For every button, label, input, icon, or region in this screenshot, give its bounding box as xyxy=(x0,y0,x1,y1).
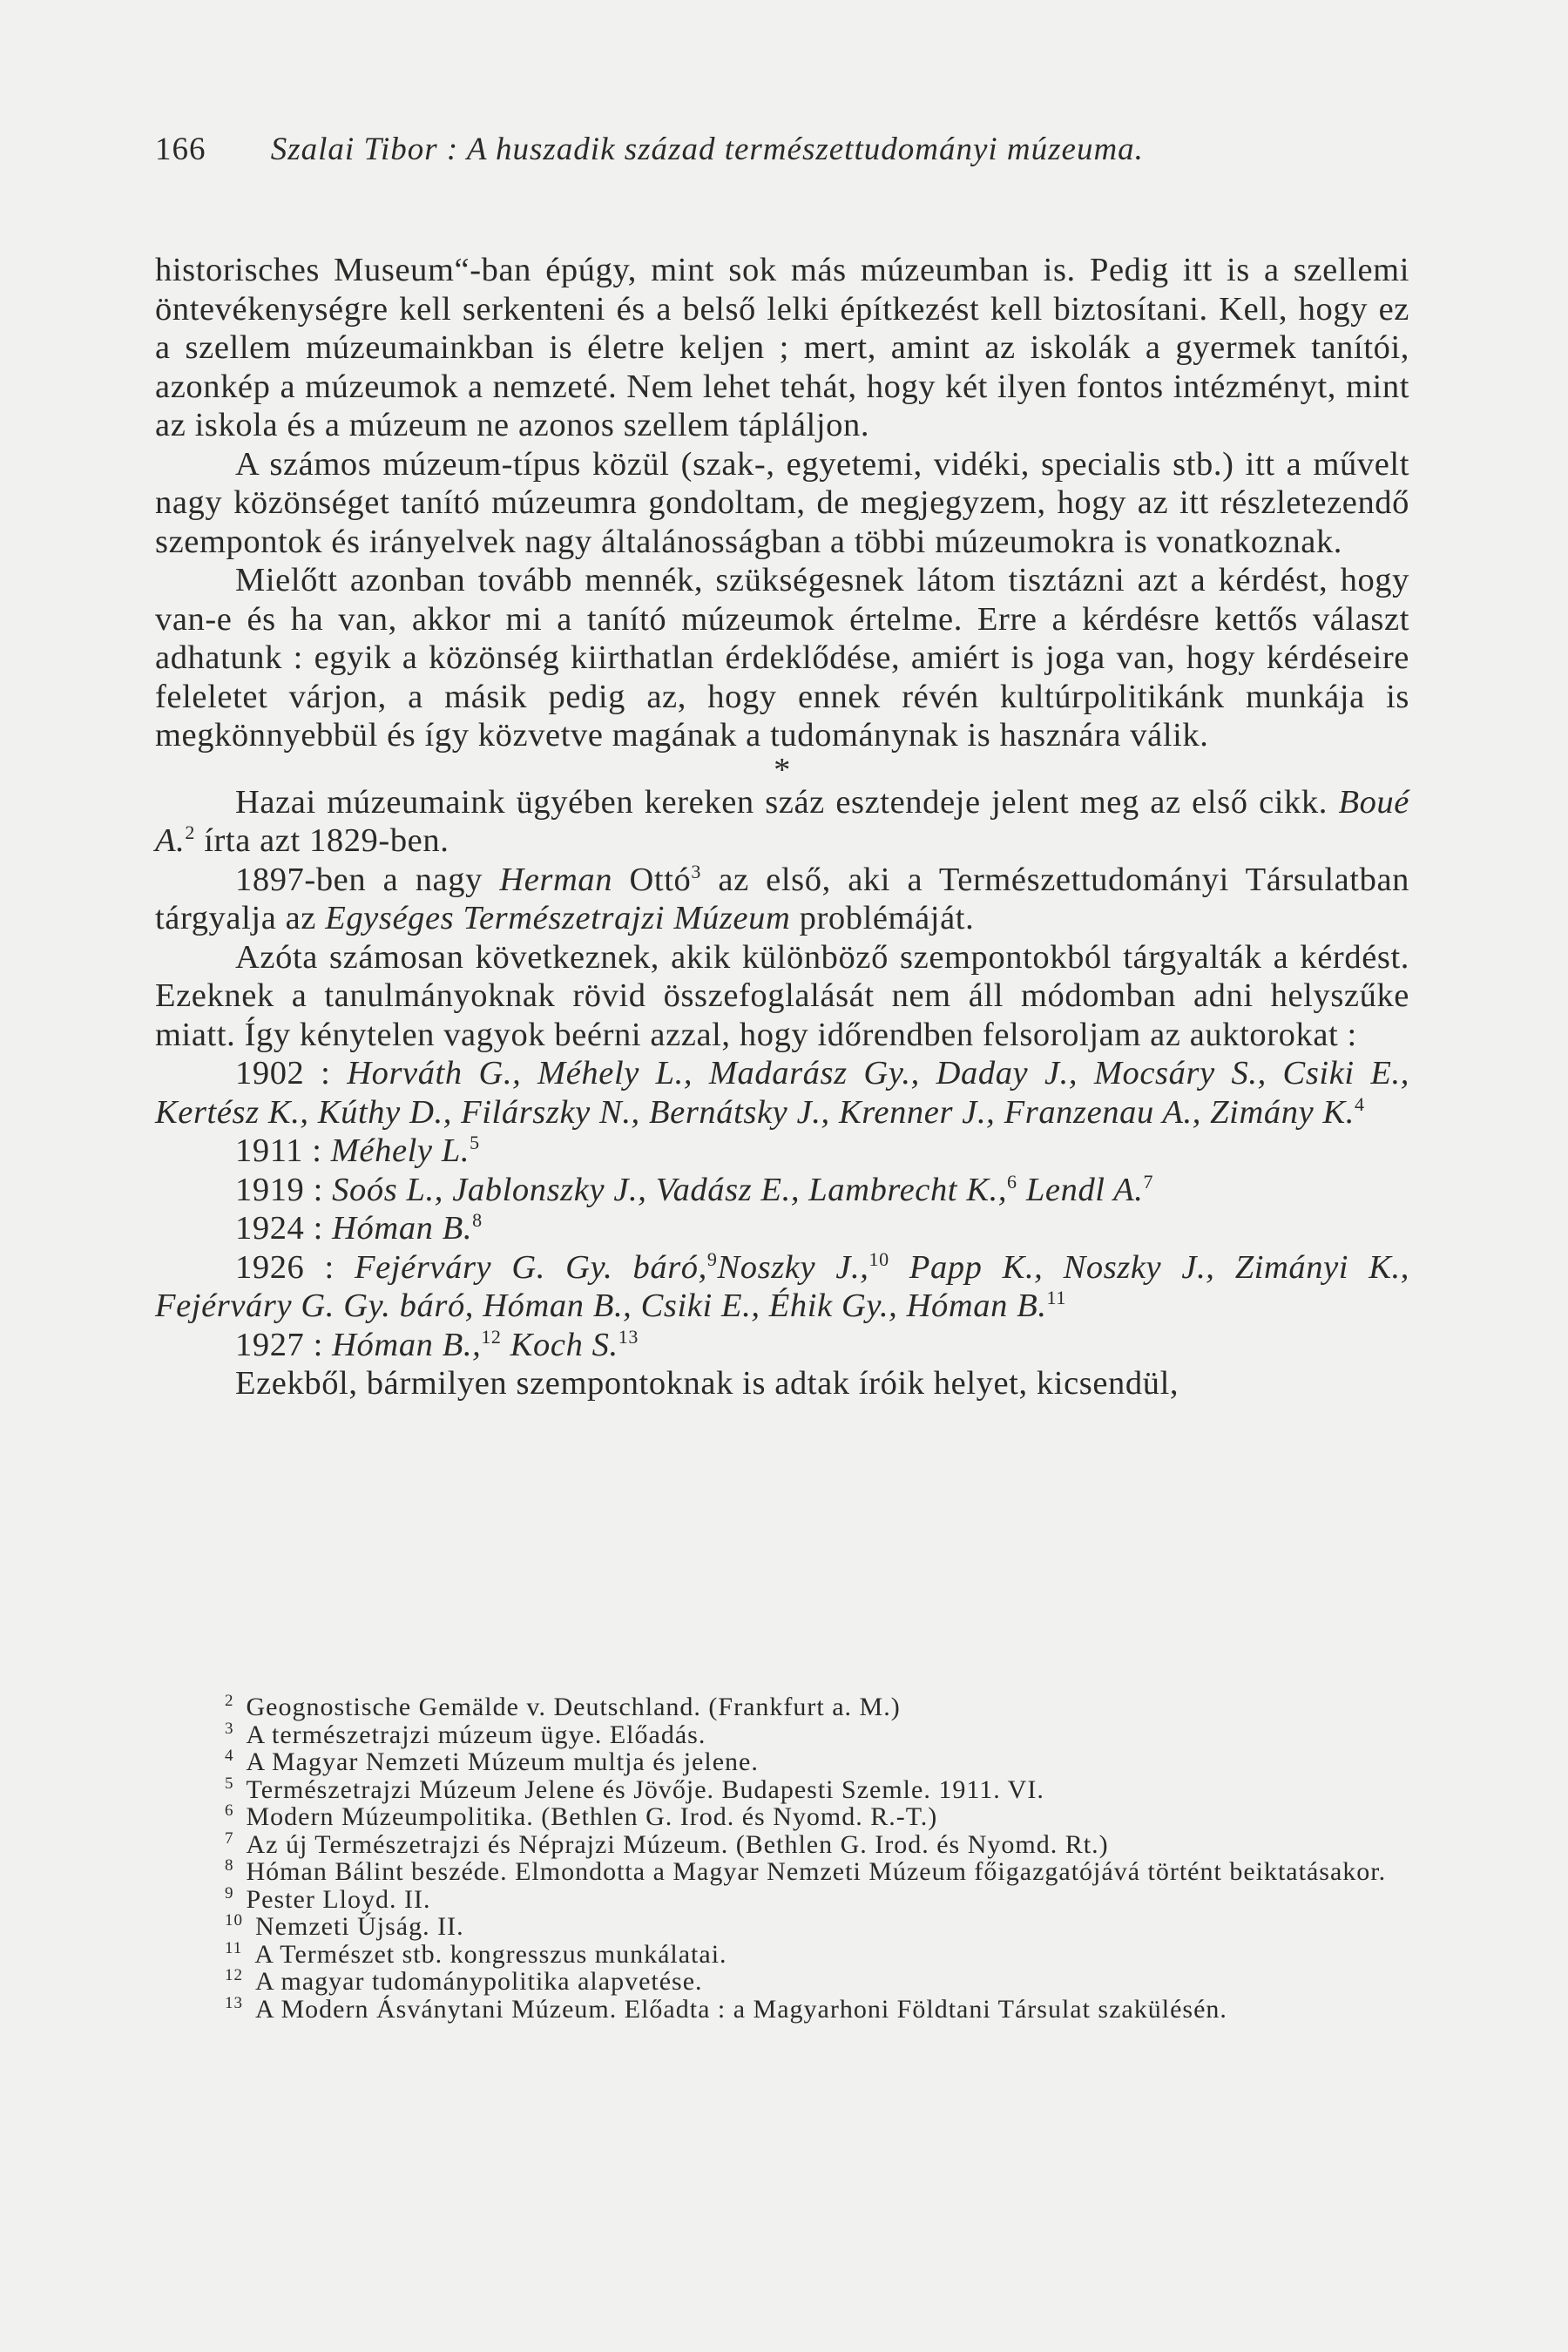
footnote-text: A Természet stb. kongresszus munkálatai. xyxy=(254,1939,727,1969)
year-1927 xyxy=(155,1326,1409,1365)
footnote-text: Természetrajzi Múzeum Jelene és Jövője. Budapesti Szemle. 1911. VI. xyxy=(246,1774,1044,1804)
footnote xyxy=(155,1858,1409,1886)
footnote-number: 10 xyxy=(225,1911,243,1930)
footnote-number: 2 xyxy=(225,1692,234,1710)
footnote xyxy=(155,1693,1409,1721)
year-label: 1924 : xyxy=(235,1210,323,1247)
footnote-number: 9 xyxy=(225,1883,234,1903)
footnote xyxy=(155,1748,1409,1776)
footnote-text: Modern Múzeumpolitika. (Bethlen G. Irod. és Nyomd. R.-T.) xyxy=(246,1802,938,1831)
paragraph-7: Ezekből, bármilyen szempontoknak is adtak íróik helyet, kicsendül, xyxy=(235,1365,1179,1402)
p4-text-a: Hazai múzeumaink ügyében kereken száz esztendeje jelent meg az első cikk. xyxy=(235,783,1328,821)
author-names: Papp K., Noszky J., Zimányi K., Fejérváry G. Gy. báró, Hóman B., Csiki E., Éhik Gy., Hóman B. xyxy=(155,1248,1409,1324)
footnote-number: 11 xyxy=(225,1938,243,1957)
author-names: Noszky J., xyxy=(717,1248,869,1286)
footnote xyxy=(155,1776,1409,1804)
p5-text-b: Ottó xyxy=(629,861,692,898)
footnote-ref-2: 2 xyxy=(185,821,195,844)
footnote-text: Nemzeti Újság. II. xyxy=(255,1912,464,1941)
footnote-number: 8 xyxy=(225,1856,234,1875)
year-1911 xyxy=(155,1132,1409,1171)
p5-text-a: 1897-ben a nagy xyxy=(235,861,483,898)
author-names: Méhely L. xyxy=(330,1132,470,1169)
footnote-ref-6: 6 xyxy=(1007,1170,1017,1193)
footnote xyxy=(155,1993,1409,2024)
footnote xyxy=(155,1721,1409,1749)
footnote-number: 5 xyxy=(225,1774,234,1793)
author-names: Soós L., Jablonszky J., Vadász E., Lambrecht K., xyxy=(332,1171,1008,1208)
footnote xyxy=(155,1913,1409,1941)
paragraph-1: historisches Museum“-ban épúgy, mint sok más múzeumban is. Pedig itt is a szellemi öntevékenységre kell serkenteni és a belső lelki építkezést kell biztosítani. Kell, hogy ez a szellem múzeumainkban is életre keljen ; mert, amint az iskolák a gyermek tanítói, azonkép a múzeumok a nemzeté. Nem lehet tehát, hogy két ilyen fontos intézményt, mint az iskola és a múzeum ne azonos szellem tápláljon. xyxy=(155,252,1409,443)
footnote-ref-13: 13 xyxy=(618,1325,639,1348)
footnote-number: 13 xyxy=(225,1993,243,2012)
footnote-text: Pester Lloyd. II. xyxy=(246,1884,431,1914)
paragraph-5 xyxy=(155,861,1409,938)
year-1902 xyxy=(155,1054,1409,1132)
footnote xyxy=(155,1803,1409,1831)
p5-text-c: az első, aki a Természettudományi Társulatban tárgyalja az xyxy=(155,861,1409,936)
year-label: 1926 : xyxy=(235,1248,335,1286)
footnote-number: 6 xyxy=(225,1801,234,1820)
footnote-number: 4 xyxy=(225,1747,234,1765)
footnote-ref-9: 9 xyxy=(706,1247,718,1270)
paragraph-6: Azóta számosan következnek, akik különböző szempontokból tárgyalták a kérdést. Ezeknek a tanulmányoknak rövid összefoglalását nem áll módomban adni helyszűke miatt. Így kénytelen vagyok beérni azzal, hogy időrendben felsoroljam az auktorokat : xyxy=(155,938,1409,1053)
page-number: 166 xyxy=(155,132,206,167)
author-names: Koch S. xyxy=(510,1326,618,1363)
author-names: Hóman B., xyxy=(332,1326,482,1363)
year-label: 1911 : xyxy=(235,1132,322,1169)
running-header xyxy=(155,131,1427,168)
p5-author: Herman xyxy=(499,861,613,898)
author-names: Horváth G., Méhely L., Madarász Gy., Daday J., Mocsáry S., Csiki E., Kertész K., Kúthy D., Filárszky N., Bernátsky J., Krenner J., Franzenau A., Zimány K. xyxy=(155,1055,1409,1131)
paragraph-2: A számos múzeum-típus közül (szak-, egyetemi, vidéki, specialis stb.) itt a művelt nagy közönséget tanító múzeumra gondoltam, de megjegyzem, hogy az itt részletezendő szempontok és irányelvek nagy általánosságban a többi múzeumokra is vonatkoznak. xyxy=(155,445,1409,560)
footnote-ref-11: 11 xyxy=(1046,1287,1066,1309)
footnote-number: 7 xyxy=(225,1828,234,1848)
footnote xyxy=(155,1938,1409,1969)
footnote-text: A természetrajzi múzeum ügye. Előadás. xyxy=(246,1720,706,1749)
year-label: 1902 : xyxy=(235,1055,331,1092)
footnote-ref-5: 5 xyxy=(470,1132,480,1154)
footnote-text: Az új Természetrajzi és Néprajzi Múzeum. (Bethlen G. Irod. és Nyomd. Rt.) xyxy=(246,1829,1109,1859)
footnote xyxy=(155,1828,1409,1859)
footnote-text: A magyar tudománypolitika alapvetése. xyxy=(255,1967,703,1996)
footnote-number: 12 xyxy=(225,1966,243,1984)
footnote-number: 3 xyxy=(225,1719,234,1738)
footnote-ref-8: 8 xyxy=(472,1209,483,1232)
footnote-ref-10: 10 xyxy=(868,1247,889,1270)
footnote-ref-3: 3 xyxy=(691,860,701,882)
paragraph-4 xyxy=(155,783,1409,861)
footnote-text: Geognostische Gemälde v. Deutschland. (Frankfurt a. M.) xyxy=(246,1693,901,1721)
footnote xyxy=(155,1883,1409,1914)
author-names: Lendl A. xyxy=(1025,1171,1144,1208)
year-label: 1927 : xyxy=(235,1326,323,1363)
footnote-ref-12: 12 xyxy=(481,1325,502,1348)
footnote-text: A Modern Ásványtani Múzeum. Előadta : a Magyarhoni Földtani Társulat szakülésén. xyxy=(255,1994,1227,2024)
footnote-ref-7: 7 xyxy=(1143,1170,1154,1193)
footnote-text: Hóman Bálint beszéde. Elmondotta a Magyar Nemzeti Múzeum főigazgatójává történt beiktatásakor. xyxy=(246,1857,1387,1886)
p4-author: Boué A. xyxy=(155,783,1409,859)
footnotes xyxy=(155,1693,1409,2023)
p4-text-b: írta azt 1829-ben. xyxy=(204,822,449,859)
year-1919 xyxy=(155,1171,1409,1210)
p5-work-title: Egységes Természetrajzi Múzeum xyxy=(325,900,791,936)
paragraph-3: Mielőtt azonban tovább mennék, szükségesnek látom tisztázni azt a kérdést, hogy van-e és ha van, akkor mi a tanító múzeumok értelme. Erre a kérdésre kettős választ adhatunk : egyik a közönség kiirthatlan érdeklődése, amiért is joga van, hogy kérdéseire feleletet várjon, a másik pedig az, hogy ennek révén kultúrpolitikánk munkája is megkönnyebbül és így közvetve magának a tudománynak is hasznára válik. xyxy=(155,562,1409,754)
year-1926 xyxy=(155,1248,1409,1326)
author-names: Fejérváry G. Gy. báró, xyxy=(355,1248,707,1286)
footnote-ref-4: 4 xyxy=(1355,1092,1365,1115)
author-names: Hóman B. xyxy=(332,1210,473,1247)
running-title: Szalai Tibor : A huszadik század természettudományi múzeuma. xyxy=(270,132,1144,167)
footnote-text: A Magyar Nemzeti Múzeum multja és jelene. xyxy=(246,1747,759,1776)
author-chronology xyxy=(155,1054,1409,1364)
footnote xyxy=(155,1968,1409,1996)
year-label: 1919 : xyxy=(235,1171,323,1208)
section-asterisk: * xyxy=(774,751,791,788)
p5-text-d: problémáját. xyxy=(799,900,975,936)
year-1924 xyxy=(155,1209,1409,1248)
main-text xyxy=(155,251,1409,1403)
